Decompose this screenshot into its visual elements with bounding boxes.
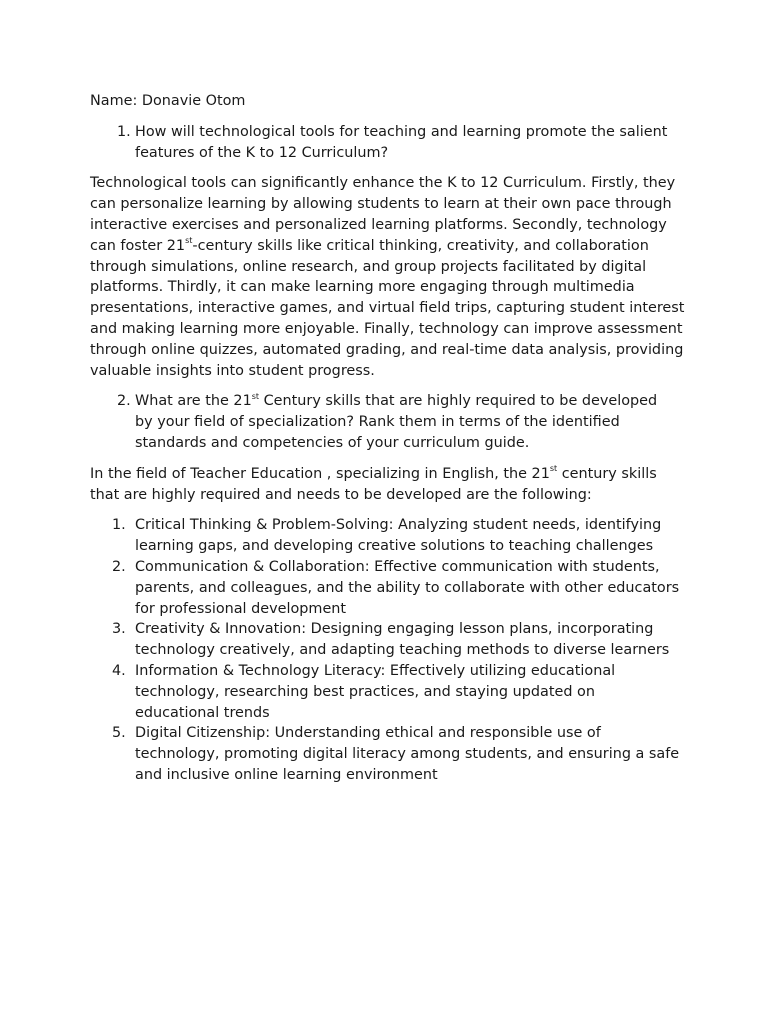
student-name: Name: Donavie Otom <box>90 93 246 109</box>
list-item <box>90 723 690 785</box>
skills-list <box>90 515 690 785</box>
list-item-number: 3. <box>112 621 126 638</box>
answer-2-intro-superscript: st <box>549 463 558 473</box>
list-item-text: Digital Citizenship: Understanding ethical and responsible use of technology, promoting digital literacy among students, and ensuring a safe and inclusive online learning environment <box>135 725 680 783</box>
question-1-text: How will technological tools for teaching and learning promote the salient features of the K to 12 Curriculum? <box>135 123 668 161</box>
list-item <box>90 661 690 723</box>
question-1-number: 1. <box>117 123 131 140</box>
question-1 <box>90 122 690 164</box>
answer-1-paragraph <box>90 173 690 381</box>
question-2-text-a: What are the 21 <box>135 393 252 410</box>
list-item <box>90 515 690 557</box>
question-2-number-cell <box>90 391 135 453</box>
question-2 <box>90 391 690 453</box>
list-item-number: 5. <box>112 725 126 742</box>
answer-1-superscript: st <box>185 235 193 245</box>
document-body <box>90 91 690 796</box>
question-1-number-cell <box>90 122 135 164</box>
list-item <box>90 557 690 619</box>
answer-2-intro <box>90 464 690 506</box>
question-2-number: 2. <box>117 393 131 410</box>
question-2-superscript: st <box>251 391 260 401</box>
list-item-text: Creativity & Innovation: Designing engaging lesson plans, incorporating technology creatively, and adapting teaching methods to diverse learners <box>135 621 670 659</box>
list-item <box>90 619 690 661</box>
list-item-text: Critical Thinking & Problem-Solving: Analyzing student needs, identifying learning gaps, and developing creative solutions to teaching challenges <box>135 517 662 555</box>
question-2-text-b: Century skills that are highly required to be developed by your field of specialization? Rank them in terms of the identified standards and competencies of your curriculum guide. <box>135 393 658 451</box>
answer-1-text-b: -century skills like critical thinking, creativity, and collaboration through simulations, online research, and group projects facilitated by digital platforms. Thirdly, it can make learning more engaging through multimedia presentations, interactive games, and virtual field trips, capturing student interest and making learning more enjoyable. Finally, technology can improve assessment through online quizzes, automated grading, and real-time data analysis, providing valuable insights into student progress. <box>90 237 685 379</box>
list-item-number: 2. <box>112 558 126 575</box>
answer-1-text-a: Technological tools can significantly enhance the K to 12 Curriculum. Firstly, they can personalize learning by allowing students to learn at their own pace through interactive exercises and personalized learning platforms. Secondly, technology can foster 21 <box>90 175 676 254</box>
question-2-text <box>135 391 690 453</box>
list-item-text: Communication & Collaboration: Effective communication with students, parents, and colleagues, and the ability to collaborate with other educators for professional development <box>135 558 680 617</box>
answer-2-intro-text-a: In the field of Teacher Education , specializing in English, the 21 <box>90 465 550 482</box>
list-item-text: Information & Technology Literacy: Effectively utilizing educational technology, researching best practices, and staying updated on educational trends <box>135 662 616 721</box>
list-item-number: 4. <box>112 662 126 679</box>
answer-2-intro-text-b: century skills that are highly required and needs to be developed are the following: <box>90 465 657 503</box>
list-item-number: 1. <box>112 517 126 534</box>
